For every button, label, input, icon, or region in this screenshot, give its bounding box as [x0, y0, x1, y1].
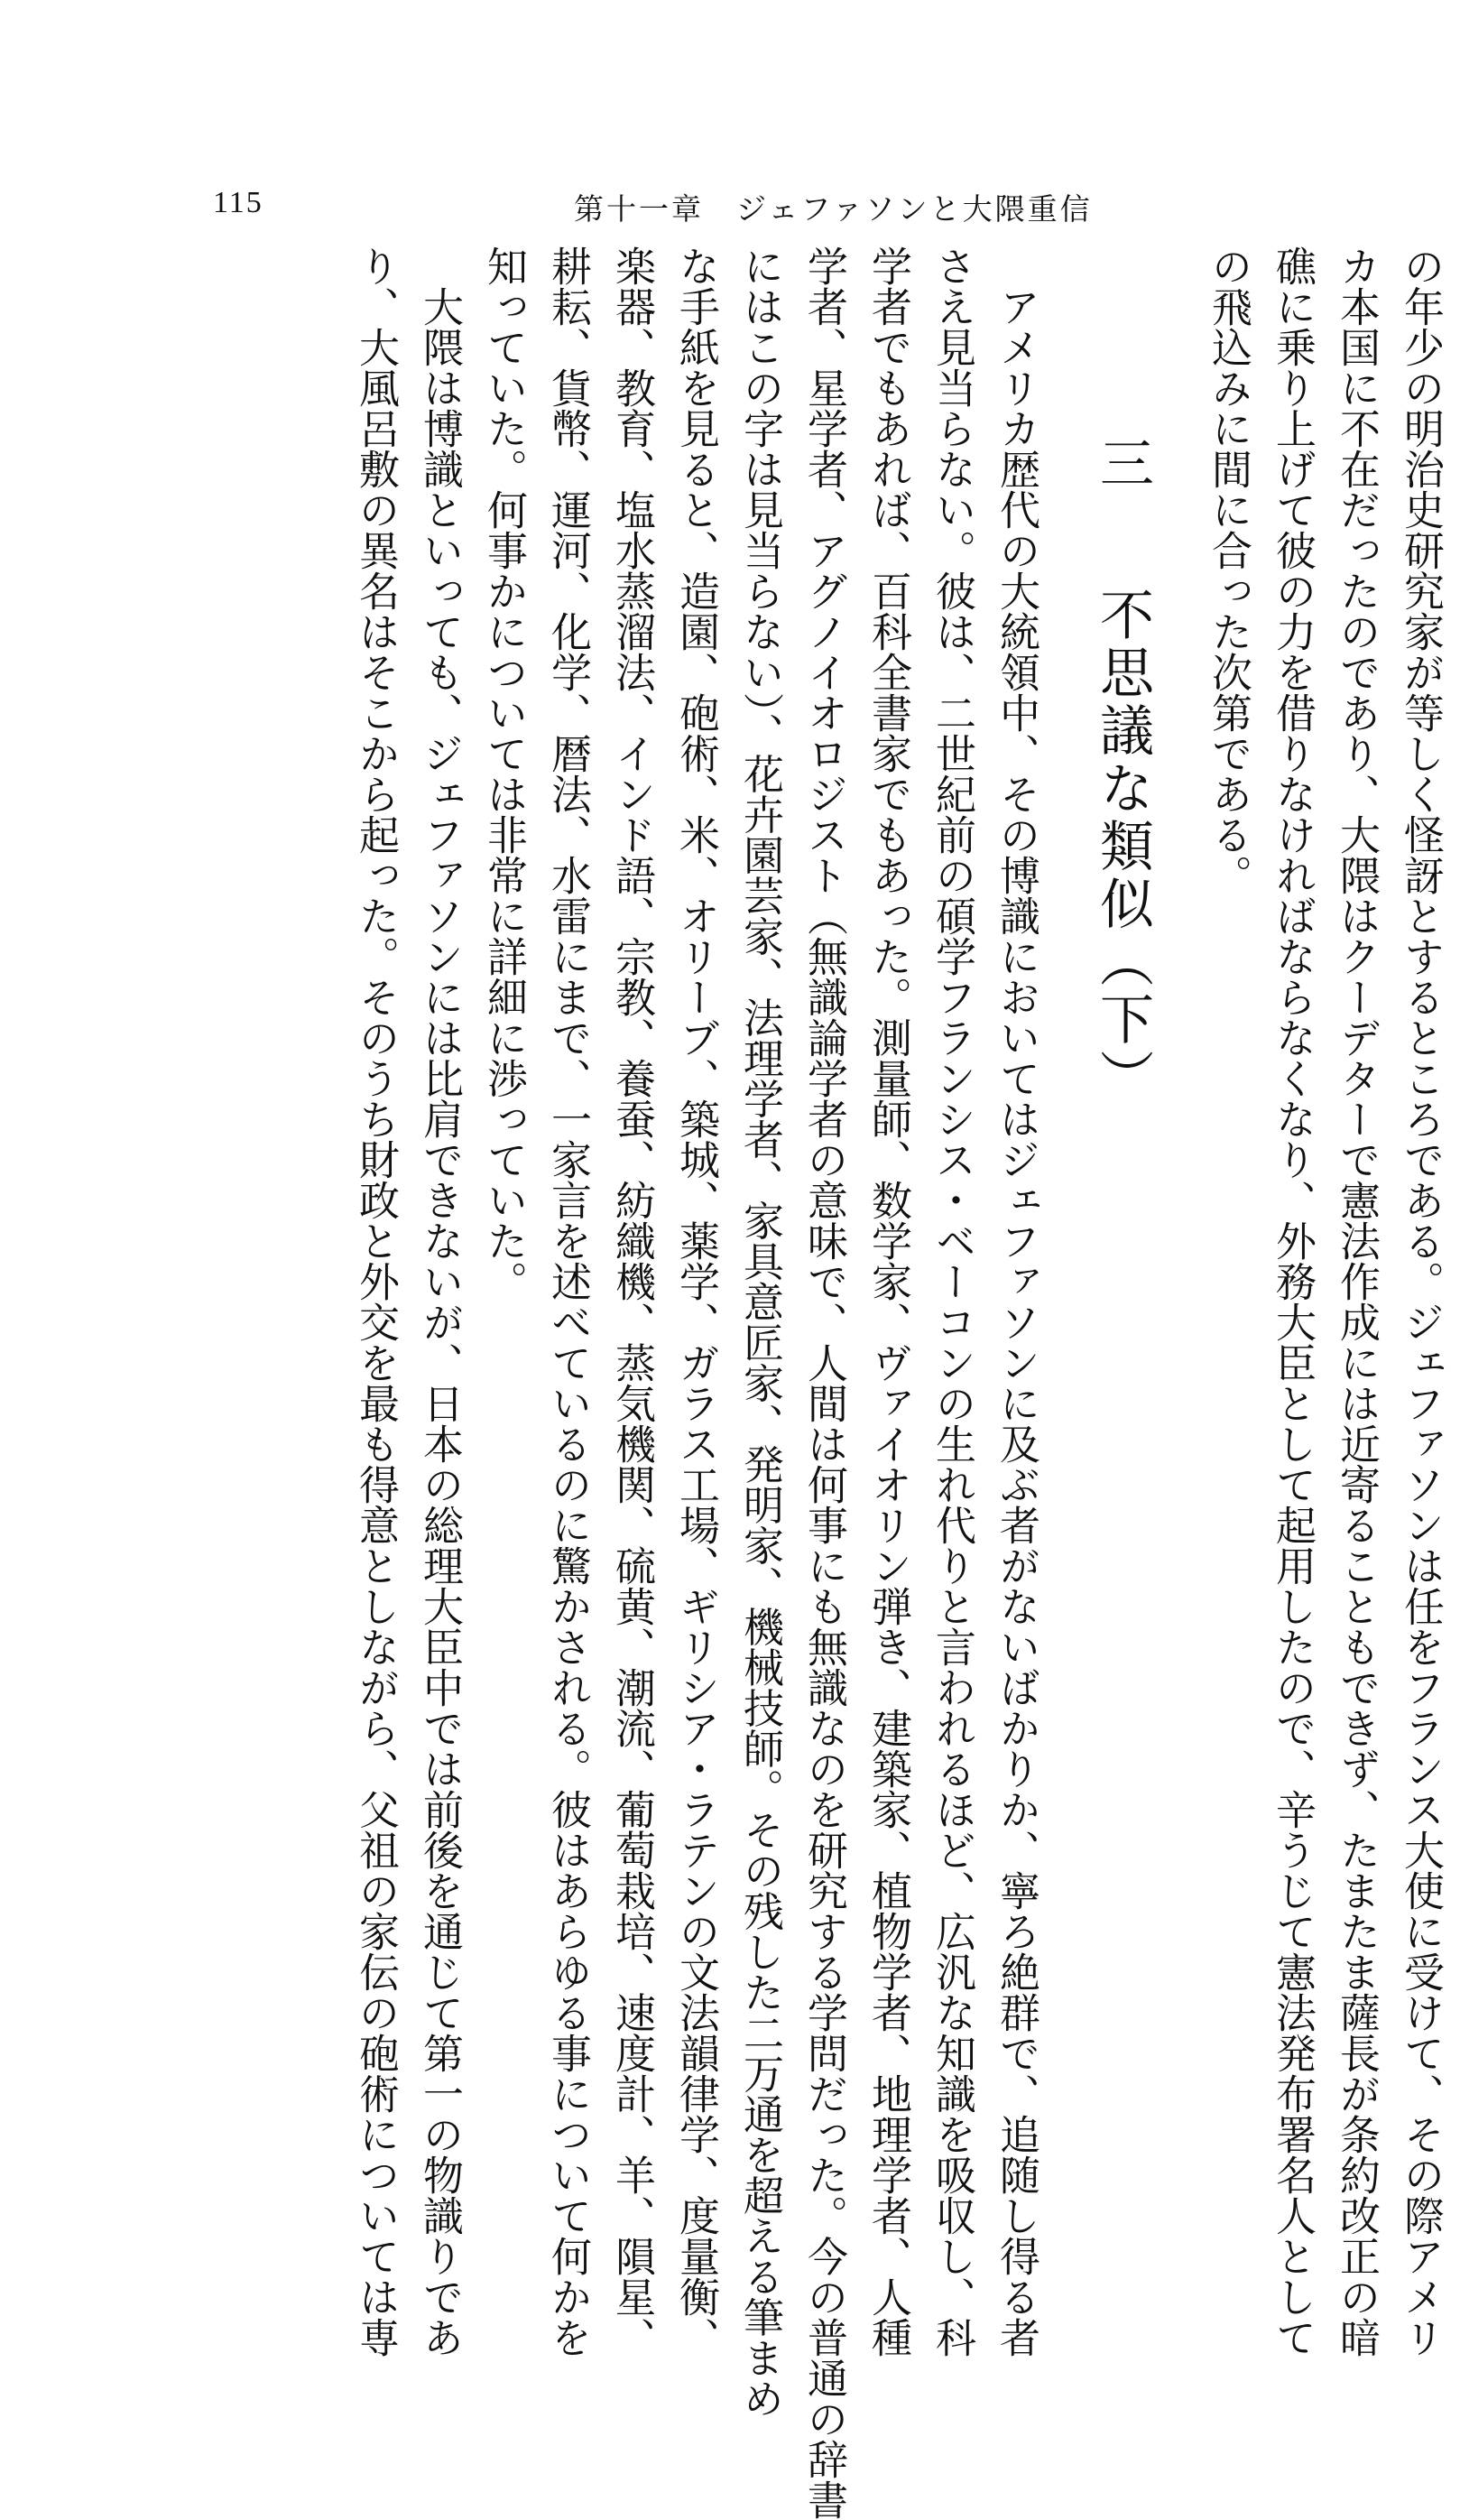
text-line: アメリカ歴代の大統領中、その博識においてはジェファソンに及ぶ者がないばかりか、寧ろ絶群で、追随し得る者	[993, 286, 1040, 2358]
text-line: の飛込みに間に合った次第である。	[1205, 246, 1252, 895]
text-line: 礁に乗り上げて彼の力を借りなければならなくなり、外務大臣として起用したので、辛うじて憲法発布署名人として	[1269, 246, 1317, 2358]
text-line: 楽器、教育、塩水蒸溜法、インド語、宗教、養蚕、紡織機、蒸気機関、硫黄、潮流、葡萄栽培、速度計、羊、隕星、	[608, 246, 656, 2358]
text-line: 知っていた。何事かについては非常に詳細に渉っていた。	[480, 246, 528, 1302]
body-text	[316, 246, 1453, 2520]
section-number: 三	[1091, 435, 1154, 493]
page-number: 115	[213, 186, 263, 219]
text-line: さえ見当らない。彼は、二世紀前の碩学フランシス・ベーコンの生れ代りと言われるほど、広汎な知識を吸収し、科	[929, 246, 976, 2358]
text-line: カ本国に不在だったのであり、大隈はクーデターで憲法作成には近寄ることもできず、たまたま薩長が条約改正の暗	[1333, 246, 1381, 2358]
running-head: 第十一章 ジェファソンと大隈重信	[574, 191, 1093, 227]
text-line: 学者、星学者、アグノイオロジスト（無識論学者の意味で、人間は何事にも無識なのを研究する学問だった。今の普通の辞書	[800, 246, 848, 2520]
section-heading	[1086, 246, 1159, 2015]
text-line: の年少の明治史研究家が等しく怪訝とするところである。ジェファソンは任をフランス大使に受けて、その際アメリ	[1397, 246, 1445, 2358]
text-line: な手紙を見ると、造園、砲術、米、オリーブ、築城、薬学、ガラス工場、ギリシア・ラテンの文法韻律学、度量衡、	[672, 246, 720, 2358]
text-line: り、大風呂敷の異名はそこから起った。そのうち財政と外交を最も得意としながら、父祖の家伝の砲術については専	[352, 246, 400, 2358]
text-line: 耕耘、貨幣、運河、化学、暦法、水雷にまで、一家言を述べているのに驚かされる。彼はあらゆる事について何かを	[544, 246, 592, 2358]
text-line: 大隈は博識といっても、ジェファソンには比肩できないが、日本の総理大臣中では前後を通じて第一の物識りであ	[416, 286, 464, 2358]
text-line: にはこの字は見当らない）、花卉園芸家、法理学者、家具意匠家、発明家、機械技師。その残した二万通を超える筆まめ	[736, 246, 784, 2419]
text-line: 学者でもあれば、百科全書家でもあった。測量師、数学家、ヴァイオリン弾き、建築家、植物学者、地理学者、人種	[864, 246, 912, 2358]
section-title: 不思議な類似（下）	[1091, 587, 1154, 1107]
